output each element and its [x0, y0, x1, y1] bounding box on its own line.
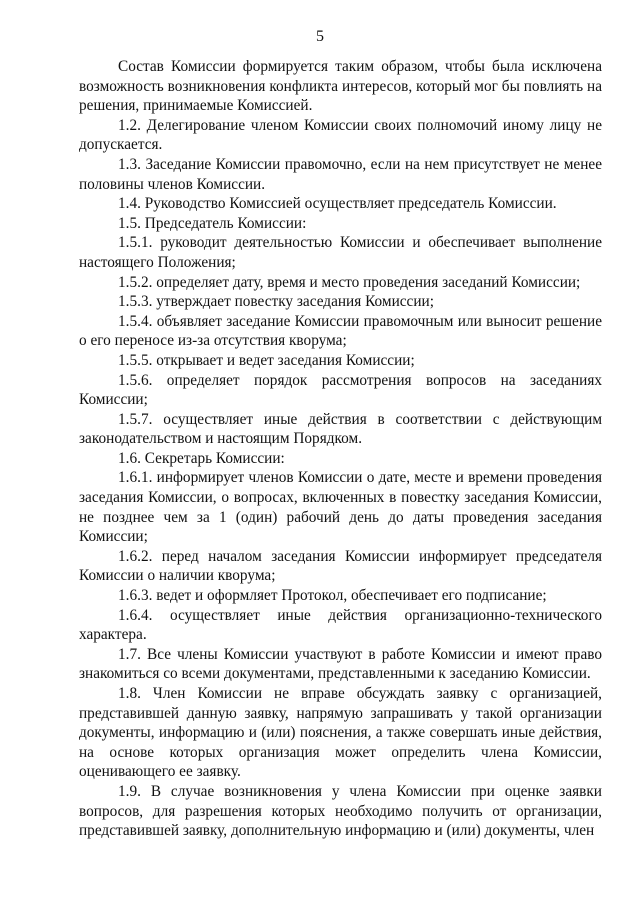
paragraph-1-6-2: 1.6.2. перед началом заседания Комиссии информирует председателя Комиссии о наличии кворума; — [79, 547, 602, 585]
paragraph-1-7: 1.7. Все члены Комиссии участвуют в работе Комиссии и имеют право знакомиться со всеми документами, представленными к заседанию Комиссии. — [79, 645, 602, 683]
paragraph-intro: Состав Комиссии формируется таким образом, чтобы была исключена возможность возникновения конфликта интересов, который мог бы повлиять на решения, принимаемые Комиссией. — [79, 58, 602, 115]
paragraph-1-5-3: 1.5.3. утверждает повестку заседания Комиссии; — [118, 293, 434, 311]
paragraph-1-6-3: 1.6.3. ведет и оформляет Протокол, обеспечивает его подписание; — [118, 587, 547, 605]
paragraph-1-3: 1.3. Заседание Комиссии правомочно, если на нем присутствует не менее половины членов Комиссии. — [79, 155, 602, 193]
paragraph-1-5-7: 1.5.7. осуществляет иные действия в соответствии с действующим законодательством и настоящим Порядком. — [79, 410, 602, 448]
paragraph-1-6: 1.6. Секретарь Комиссии: — [118, 449, 285, 467]
paragraph-1-5-1: 1.5.1. руководит деятельностью Комиссии и обеспечивает выполнение настоящего Положения; — [79, 234, 602, 271]
page-number: 5 — [316, 28, 324, 45]
paragraph-1-6-4: 1.6.4. осуществляет иные действия организационно-технического характера. — [79, 606, 602, 644]
paragraph-1-4: 1.4. Руководство Комиссией осуществляет председатель Комиссии. — [118, 195, 557, 213]
paragraph-1-5-4: 1.5.4. объявляет заседание Комиссии правомочным или выносит решение о его переносе из-за отсутствия кворума; — [79, 312, 602, 350]
paragraph-1-8: 1.8. Член Комиссии не вправе обсуждать заявку с организацией, представившей данную заявку, напрямую запрашивать у такой организации документы, информацию и (или) пояснения, а также совершать иные действия, на основе которых организация может определить члена Комиссии, оценивающего ее заявку. — [79, 685, 602, 781]
paragraph-1-6-1: 1.6.1. информирует членов Комиссии о дате, месте и времени проведения заседания Комиссии, о вопросах, включенных в повестку заседания Комиссии, не позднее чем за 1 (один) рабочий день до даты проведения заседания Комиссии; — [79, 469, 602, 546]
paragraph-1-2: 1.2. Делегирование членом Комиссии своих полномочий иному лицу не допускается. — [79, 116, 602, 154]
paragraph-1-5: 1.5. Председатель Комиссии: — [118, 214, 307, 232]
document-body — [79, 57, 602, 841]
paragraph-1-5-2: 1.5.2. определяет дату, время и место проведения заседаний Комиссии; — [118, 273, 581, 291]
paragraph-1-5-6: 1.5.6. определяет порядок рассмотрения вопросов на заседаниях Комиссии; — [79, 371, 602, 409]
paragraph-1-9: 1.9. В случае возникновения у члена Комиссии при оценке заявки вопросов, для разрешения которых необходимо получить от организации, представившей заявку, дополнительную информацию и (или) документы, член — [79, 782, 602, 840]
paragraph-1-5-5: 1.5.5. открывает и ведет заседания Комиссии; — [118, 351, 415, 369]
